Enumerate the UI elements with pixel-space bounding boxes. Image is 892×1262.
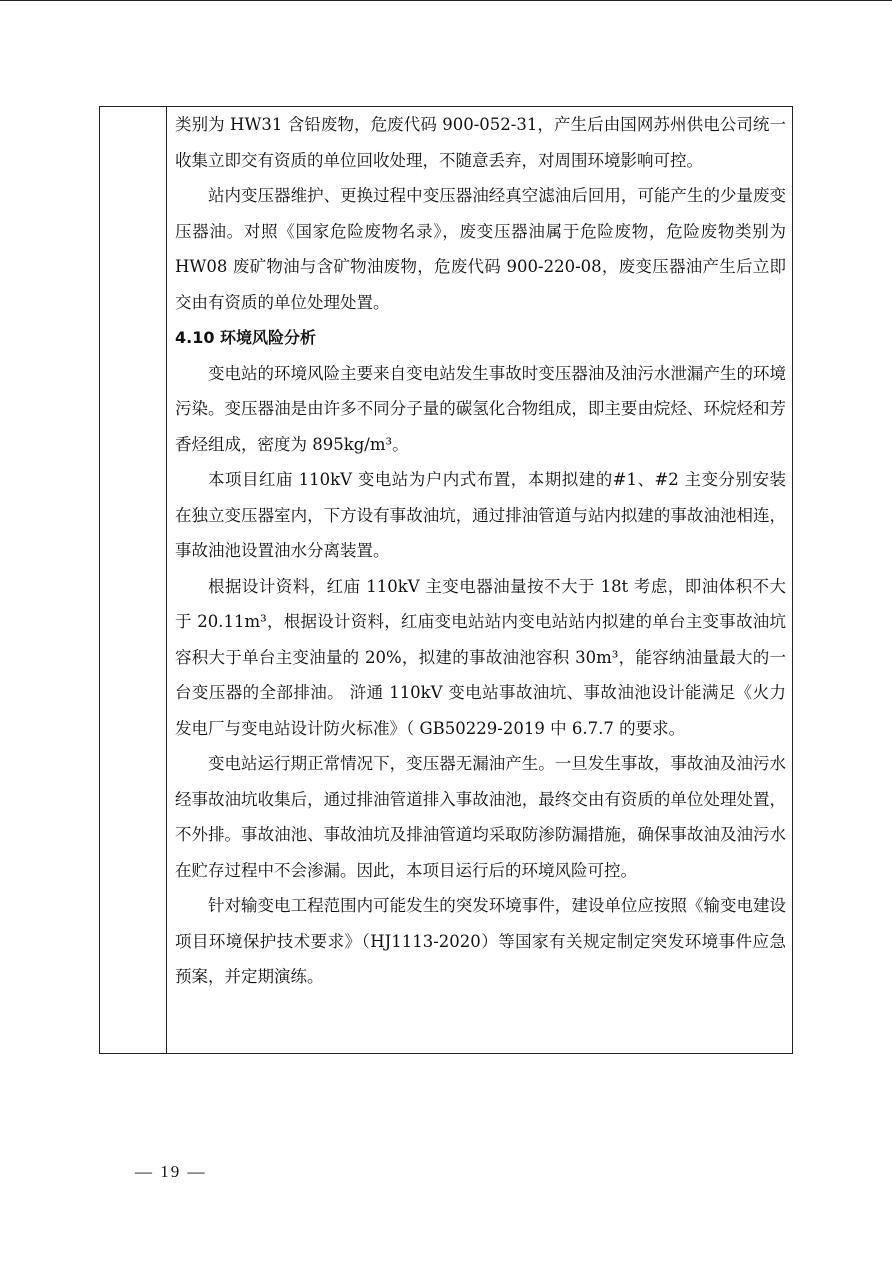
section-heading-risk-analysis: 4.10 环境风险分析 [175, 328, 317, 347]
paragraph-oil-volume: 根据设计资料，红庙 110kV 主变电器油量按不大于 18t 考虑，即油体积不大于 20.11m³，根据设计资料，红庙变电站站内变电站站内拟建的单台主变事故油坑容积大于单台主变油量的 20%，拟建的事故油池容积 30m³，能容纳油量最大的一台变压器的全部排油。 浒通 110kV 变电站事故油坑、事故油池设计能满足《火力发电厂与变电站设计防火标准》（ GB50229-2019 中 6.7.7 的要求。 [175, 576, 786, 738]
paragraph-emergency-plan: 针对输变电工程范围内可能发生的突发环境事件，建设单位应按照《输变电建设项目环境保护技术要求》（HJ1113-2020）等国家有关规定制定突发环境事件应急预案，并定期演练。 [175, 896, 786, 986]
paragraph-substation-layout: 本项目红庙 110kV 变电站为户内式布置，本期拟建的#1、#2 主变分别安装在独立变压器室内，下方设有事故油坑，通过排油管道与站内拟建的事故油池相连，事故油池设置油水分离装置。 [175, 470, 786, 560]
column-divider [166, 107, 167, 1053]
paragraph-normal-operation: 变电站运行期正常情况下，变压器无漏油产生。一旦发生事故，事故油及油污水经事故油坑收集后，通过排油管道排入事故油池，最终交由有资质的单位处理处置，不外排。事故油池、事故油坑及排油管道均采取防渗防漏措施，确保事故油及油污水在贮存过程中不会渗漏。因此，本项目运行后的环境风险可控。 [175, 754, 786, 880]
paragraph-risk-source: 变电站的环境风险主要来自变电站发生事故时变压器油及油污水泄漏产生的环境污染。变压器油是由许多不同分子量的碳氢化合物组成，即主要由烷烃、环烷烃和芳香烃组成，密度为 895kg/m³。 [175, 363, 786, 454]
content-table [99, 106, 793, 1054]
page-number: — 19 — [135, 1162, 207, 1181]
paragraph-hazardous-battery: 类别为 HW31 含铅废物，危废代码 900-052-31，产生后由国网苏州供电公司统一收集立即交有资质的单位回收处理，不随意丢弃，对周围环境影响可控。 [175, 115, 786, 170]
paragraph-waste-oil: 站内变压器维护、更换过程中变压器油经真空滤油后回用，可能产生的少量废变压器油。对照《国家危险废物名录》，废变压器油属于危险废物，危险废物类别为 HW08 废矿物油与含矿物油废物，危废代码 900-220-08，废变压器油产生后立即交由有资质的单位处理处置。 [175, 186, 786, 312]
top-rule [0, 0, 892, 1]
content-cell [175, 107, 786, 995]
